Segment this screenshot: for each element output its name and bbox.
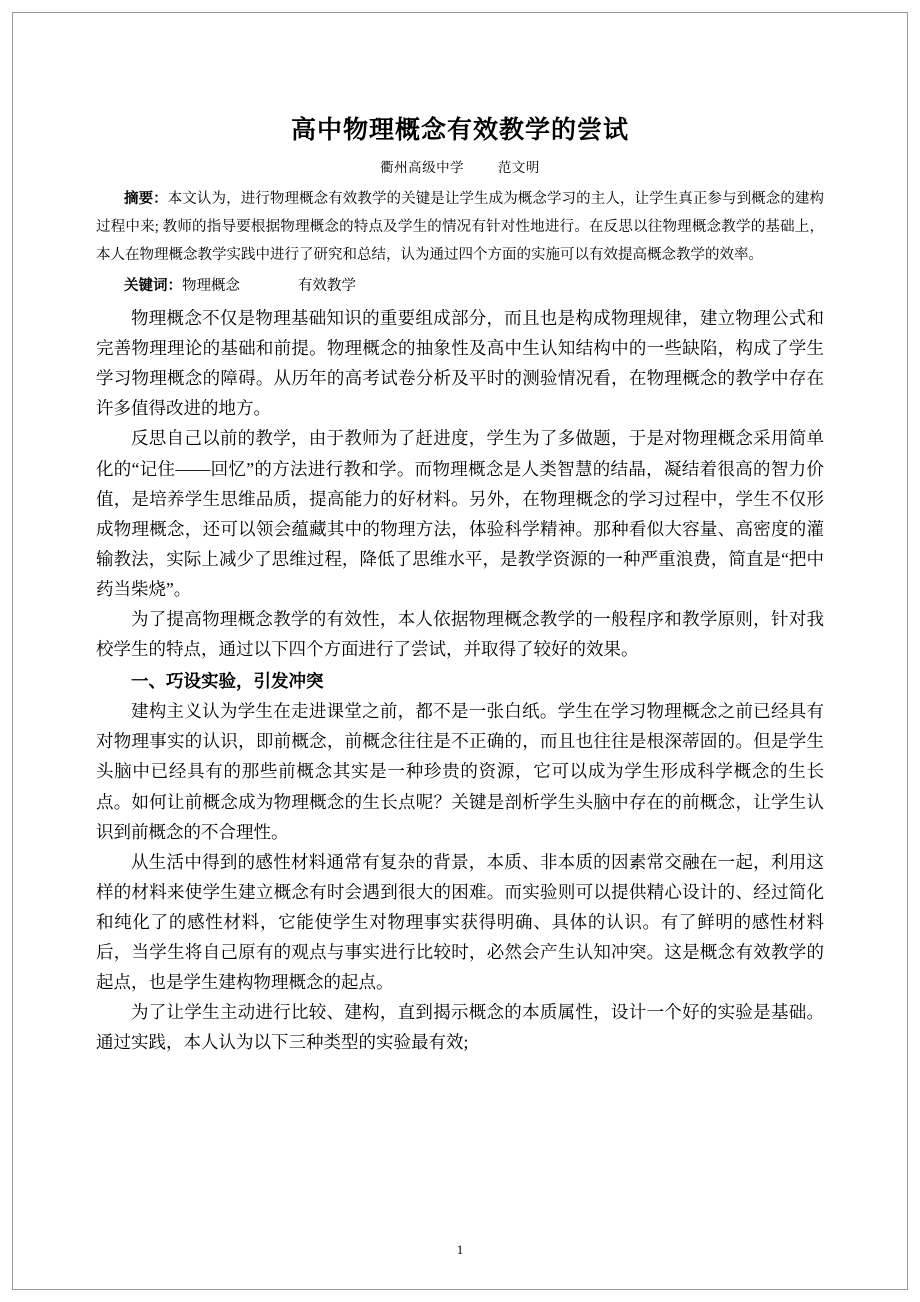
byline-author: 范文明 <box>497 160 540 175</box>
byline-school: 衢州高级中学 <box>380 160 465 175</box>
keywords-block <box>96 273 824 301</box>
page-number: 1 <box>456 1242 464 1257</box>
document-content <box>96 96 824 1057</box>
abstract-block <box>96 186 824 269</box>
body-paragraph: 为了让学生主动进行比较、建构，直到揭示概念的本质属性，设计一个好的实验是基础。通过实践，本人认为以下三种类型的实验最有效; <box>96 1002 824 1053</box>
body-paragraph: 为了提高物理概念教学的有效性，本人依据物理概念教学的一般程序和教学原则，针对我校学生的特点，通过以下四个方面进行了尝试，并取得了较好的效果。 <box>96 608 824 660</box>
body-paragraph: 建构主义认为学生在走进课堂之前，都不是一张白纸。学生在学习物理概念之前已经具有对物理事实的认识，即前概念，前概念往往是不正确的，而且也往往是根深蒂固的。但是学生头脑中已经具有的那些前概念其实是一种珍贵的资源，它可以成为学生形成科学概念的生长点。如何让前概念成为物理概念的生长点呢？关键是剖析学生头脑中存在的前概念，让学生认识到前概念的不合理性。 <box>96 701 824 842</box>
abstract-label: 摘要： <box>124 191 168 207</box>
section-heading-one: 一、巧设实验，引发冲突 <box>131 671 324 692</box>
keyword-first: 物理概念 <box>182 278 240 295</box>
abstract-text: 本文认为，进行物理概念有效教学的关键是让学生成为概念学习的主人，让学生真正参与到概念的建构过程中来; 教师的指导要根据物理概念的特点及学生的情况有针对性地进行。在反思以往物理概念教学的基础上，本人在物理概念教学实践中进行了研究和总结，认为通过四个方面的实施可以有效提高概念教学的效率。 <box>96 191 825 263</box>
keyword-second: 有效教学 <box>298 278 356 295</box>
body-paragraph: 从生活中得到的感性材料通常有复杂的背景，本质、非本质的因素常交融在一起，利用这样的材料来使学生建立概念有时会遇到很大的困难。而实验则可以提供精心设计的、经过简化和纯化了的感性材料，它能使学生对物理事实获得明确、具体的认识。有了鲜明的感性材料后，当学生将自己原有的观点与事实进行比较时，必然会产生认知冲突。这是概念有效教学的起点，也是学生建构物理概念的起点。 <box>96 851 824 993</box>
body-paragraph: 反思自己以前的教学，由于教师为了赶进度，学生为了多做题，于是对物理概念采用简单化的“记住——回忆”的方法进行教和学。而物理概念是人类智慧的结晶，凝结着很高的智力价值，是培养学生思维品质，提高能力的好材料。另外，在物理概念的学习过程中，学生不仅形成物理概念，还可以领会蕴藏其中的物理方法，体验科学精神。那种看似大容量、高密度的灌输教法，实际上减少了思维过程，降低了思维水平，是教学资源的一种严重浪费，简直是“把中药当柴烧”。 <box>96 428 824 599</box>
body-paragraph: 物理概念不仅是物理基础知识的重要组成部分，而且也是构成物理规律，建立物理公式和完善物理理论的基础和前提。物理概念的抽象性及高中生认知结构中的一些缺陷，构成了学生学习物理概念的障碍。从历年的高考试卷分析及平时的测验情况看，在物理概念的教学中存在许多值得改进的地方。 <box>96 308 824 419</box>
page-title: 高中物理概念有效教学的尝试 <box>290 117 629 144</box>
keywords-label: 关键词： <box>124 278 182 295</box>
byline <box>96 156 824 176</box>
